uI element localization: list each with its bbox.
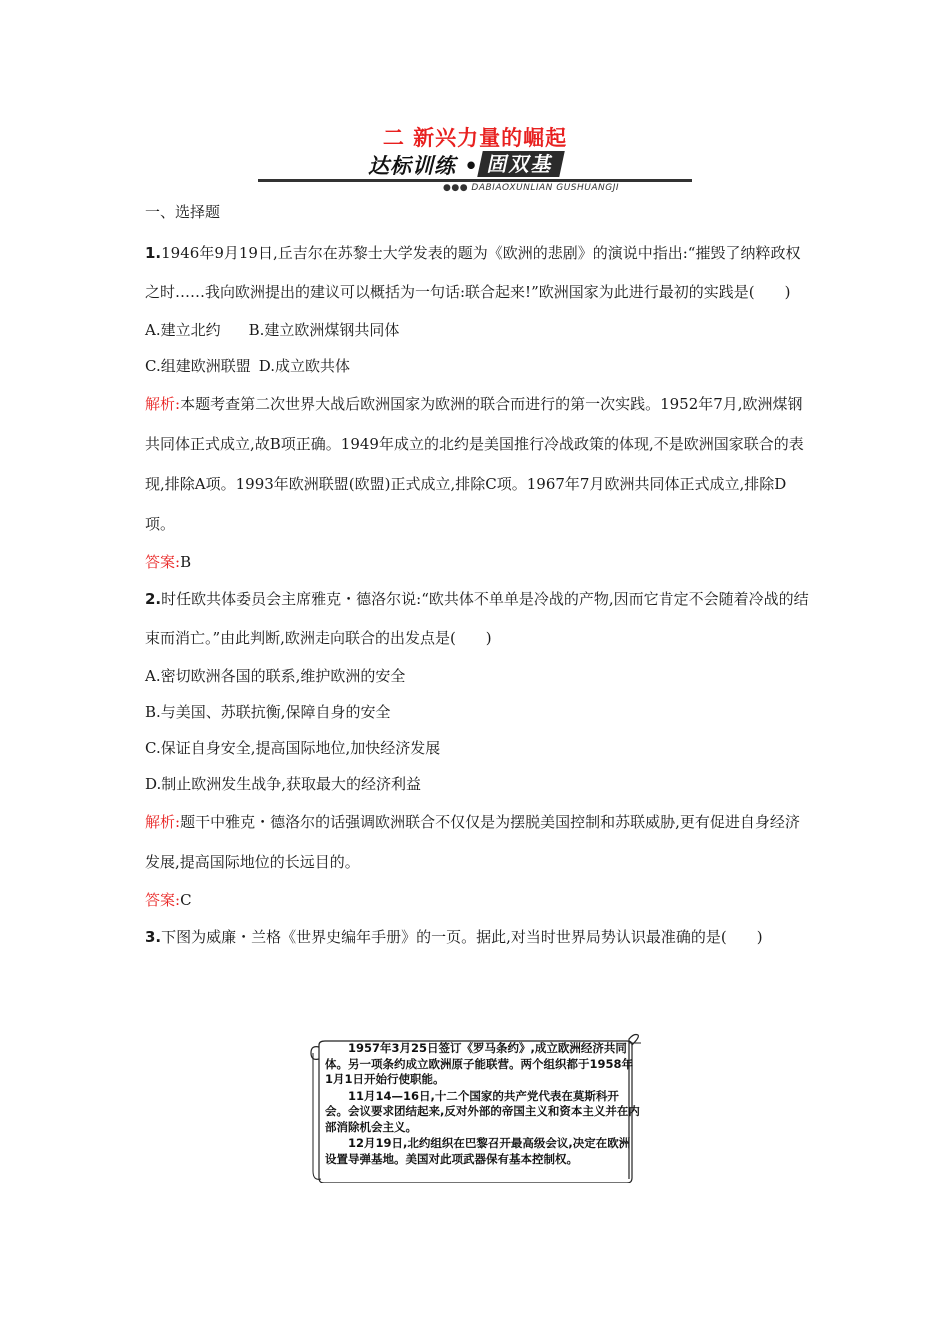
question-2-option-c: C.保证自身安全,提高国际地位,加快经济发展: [145, 739, 441, 757]
question-text: 1946年9月19日,丘吉尔在苏黎士大学发表的题为《欧洲的悲剧》的演说中指出:“摧毁了纳粹政权之时……我向欧洲提出的建议可以概括为一句话:联合起来!”欧洲国家为此进行最初的实践是( ): [145, 244, 801, 301]
question-2-option-a: A.密切欧洲各国的联系,维护欧洲的安全: [145, 667, 406, 685]
banner-rule: [258, 179, 692, 182]
scroll-paragraph: 12月19日,北约组织在巴黎召开最高级会议,决定在欧洲设置导弹基地。美国对此项武器保有基本控制权。: [325, 1136, 631, 1166]
question-2-analysis: [145, 802, 810, 882]
section-banner: [258, 150, 692, 194]
answer-value: B: [180, 553, 192, 571]
banner-box: 固双基: [477, 151, 565, 177]
question-text: 时任欧共体委员会主席雅克・德洛尔说:“欧共体不单单是冷战的产物,因而它肯定不会随着冷战的结束而消亡。”由此判断,欧洲走向联合的出发点是( ): [145, 590, 809, 647]
question-number: 3.: [145, 928, 162, 946]
question-2-option-b: B.与美国、苏联抗衡,保障自身的安全: [145, 703, 391, 721]
banner-left-text: 达标训练: [368, 154, 456, 178]
document-body: [145, 200, 810, 957]
question-2-answer: [145, 882, 810, 918]
analysis-text: 本题考查第二次世界大战后欧洲国家为欧洲的联合而进行的第一次实践。1952年7月,欧洲煤钢共同体正式成立,故B项正确。1949年成立的北约是美国推行冷战政策的体现,不是欧洲国家联合的表现,排除A项。1993年欧洲联盟(欧盟)正式成立,排除C项。1967年7月欧洲共同体正式成立,排除D项。: [145, 395, 804, 533]
banner-subtitle: ●●● DABIAOXUNLIAN GUSHUANGJI: [443, 183, 620, 193]
scroll-paragraph: 11月14—16日,十二个国家的共产党代表在莫斯科开会。会议要求团结起来,反对外部的帝国主义和资本主义并在内部消除机会主义。: [325, 1088, 640, 1134]
answer-label: 答案:: [145, 553, 181, 571]
banner-label: [368, 150, 479, 180]
analysis-label: 解析:: [145, 395, 181, 413]
question-2-option-d: D.制止欧洲发生战争,获取最大的经济利益: [145, 775, 422, 793]
question-number: 2.: [145, 590, 162, 608]
question-1-analysis: [145, 384, 810, 544]
question-number: 1.: [145, 244, 162, 262]
question-1-answer: [145, 544, 810, 580]
question-1-stem: [145, 234, 810, 312]
option-a: A.建立北约: [145, 321, 221, 339]
question-1-options-row-1: [145, 312, 810, 348]
banner-dot: •: [464, 154, 479, 178]
option-d: D.成立欧共体: [258, 357, 350, 375]
question-2-stem: [145, 580, 810, 658]
question-3-stem: [145, 918, 810, 957]
scroll-figure: [307, 1033, 642, 1183]
question-1-options-row-2: [145, 348, 810, 384]
option-b: B.建立欧洲煤钢共同体: [248, 321, 400, 339]
section-title: 一、选择题: [145, 203, 221, 221]
answer-label: 答案:: [145, 891, 181, 909]
scroll-paragraph: 1957年3月25日签订《罗马条约》,成立欧洲经济共同体。另一项条约成立欧洲原子能联营。两个组织都于1958年1月1日开始行使职能。: [325, 1041, 634, 1086]
analysis-text: 题干中雅克・德洛尔的话强调欧洲联合不仅仅是为摆脱美国控制和苏联威胁,更有促进自身经济发展,提高国际地位的长远目的。: [145, 813, 800, 871]
page-title: 二 新兴力量的崛起: [382, 126, 568, 150]
answer-value: C: [180, 891, 192, 909]
question-text: 下图为威廉・兰格《世界史编年手册》的一页。据此,对当时世界局势认识最准确的是( ): [161, 928, 763, 946]
option-c: C.组建欧洲联盟: [145, 357, 251, 375]
scroll-text: [325, 1041, 640, 1168]
analysis-label: 解析:: [145, 813, 181, 831]
